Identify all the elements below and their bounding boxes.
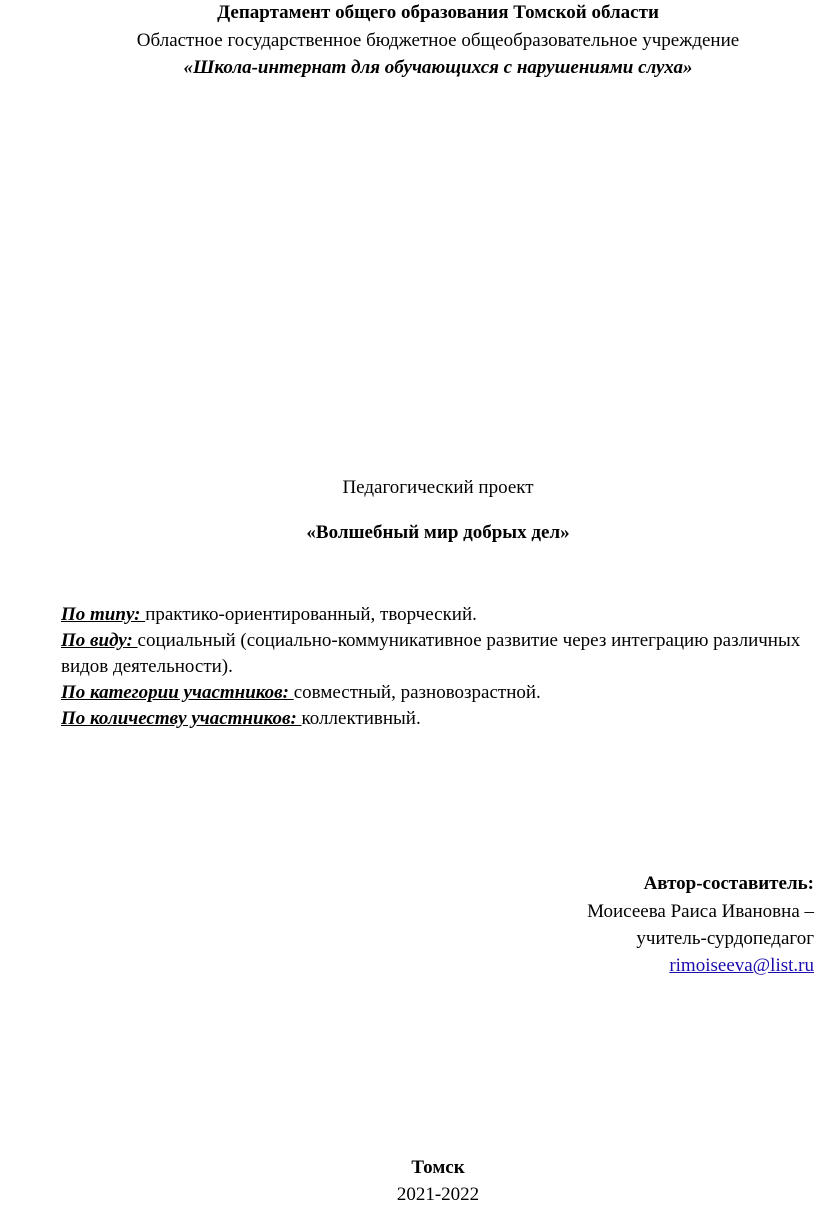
author-email-link[interactable]: rimoiseeva@list.ru	[669, 955, 814, 976]
parameter-type	[61, 602, 801, 628]
project-parameters	[61, 602, 801, 732]
author-email-line	[669, 954, 814, 978]
parameter-participant-category	[61, 680, 801, 706]
project-title: «Волшебный мир добрых дел»	[306, 522, 570, 543]
parameter-key: По категории участников:	[61, 682, 294, 703]
parameter-key: По виду:	[61, 630, 138, 651]
school-name: «Школа-интернат для обучающихся с нарушениями слуха»	[183, 57, 693, 78]
department-heading: Департамент общего образования Томской области	[217, 2, 659, 23]
project-type-label: Педагогический проект	[342, 477, 534, 498]
author-label: Автор-составитель:	[643, 873, 814, 894]
parameter-value: коллективный.	[301, 708, 421, 729]
footer-years: 2021-2022	[396, 1184, 480, 1205]
parameter-key: По количеству участников:	[61, 708, 302, 729]
parameter-value: практико-ориентированный, творческий.	[145, 604, 477, 625]
institution-type: Областное государственное бюджетное общеобразовательное учреждение	[136, 30, 740, 51]
author-name: Моисеева Раиса Ивановна –	[587, 901, 814, 922]
parameter-value: социальный (социально-коммуникативное развитие через интеграцию различных видов деятельности).	[61, 630, 801, 677]
footer-city: Томск	[411, 1157, 465, 1178]
parameter-value: совместный, разновозрастной.	[293, 682, 541, 703]
author-position: учитель-сурдопедагог	[636, 928, 814, 949]
parameter-kind	[61, 628, 801, 680]
parameter-participant-count	[61, 706, 801, 732]
parameter-key: По типу:	[61, 604, 146, 625]
